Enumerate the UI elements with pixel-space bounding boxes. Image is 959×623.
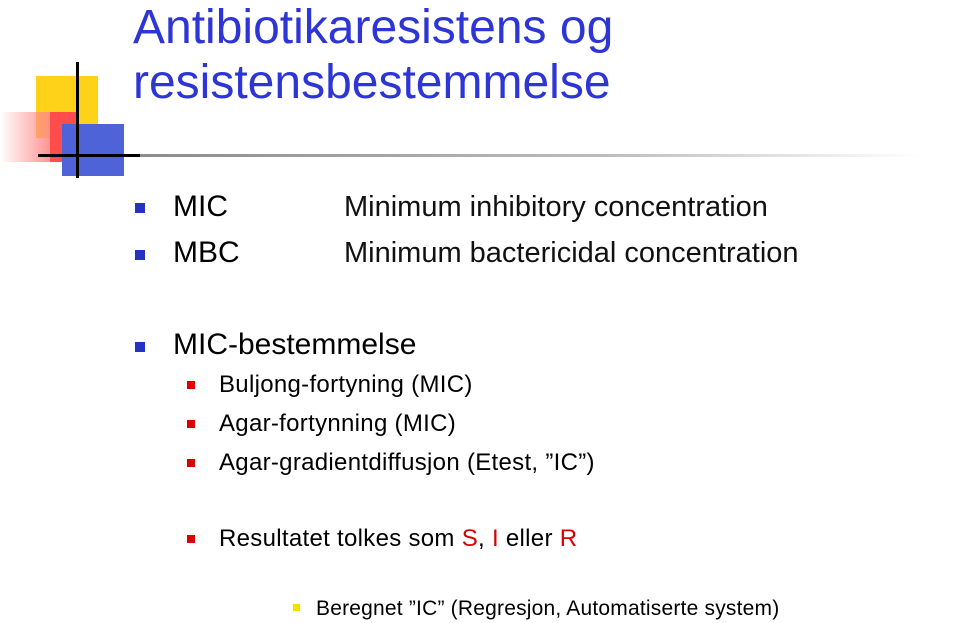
definition-term-mbc: MBC bbox=[173, 236, 240, 269]
definition-term-mic: MIC bbox=[173, 190, 228, 223]
method-item-1: Buljong-fortyning (MIC) bbox=[219, 371, 473, 398]
slide-title bbox=[133, 0, 953, 110]
definition-text-mic: Minimum inhibitory concentration bbox=[344, 191, 768, 223]
slide-title-line-2: resistensbestemmelse bbox=[133, 56, 611, 109]
bullet-square-icon bbox=[187, 381, 195, 389]
slide-title-line-1: Antibiotikaresistens og bbox=[133, 1, 614, 54]
bullet-square-icon bbox=[187, 459, 195, 467]
mic-section-heading: MIC-bestemmelse bbox=[173, 328, 417, 361]
bullet-square-icon bbox=[187, 420, 195, 428]
bullet-square-icon bbox=[135, 203, 145, 213]
horizontal-line-decoration bbox=[38, 154, 152, 157]
sub-note: Beregnet ”IC” (Regresjon, Automatiserte system) bbox=[316, 597, 780, 620]
result-i: I bbox=[491, 525, 499, 552]
method-item-3: Agar-gradientdiffusjon (Etest, ”IC”) bbox=[219, 449, 595, 476]
result-interpretation bbox=[219, 525, 577, 553]
vertical-line-decoration bbox=[76, 62, 79, 178]
definition-text-mbc: Minimum bactericidal concentration bbox=[344, 237, 799, 269]
bullet-square-icon bbox=[135, 250, 145, 260]
bullet-square-icon bbox=[293, 604, 300, 611]
method-item-2: Agar-fortynning (MIC) bbox=[219, 410, 457, 437]
result-s: S bbox=[461, 525, 479, 552]
result-r: R bbox=[559, 525, 578, 552]
bullet-square-icon bbox=[187, 535, 195, 543]
blue-square-decoration bbox=[62, 124, 124, 176]
result-separator-1: , bbox=[478, 525, 492, 552]
title-underline-rule bbox=[140, 154, 920, 157]
result-separator-2: eller bbox=[498, 525, 560, 552]
bullet-square-icon bbox=[135, 342, 145, 352]
result-prefix: Resultatet tolkes som bbox=[219, 525, 462, 552]
